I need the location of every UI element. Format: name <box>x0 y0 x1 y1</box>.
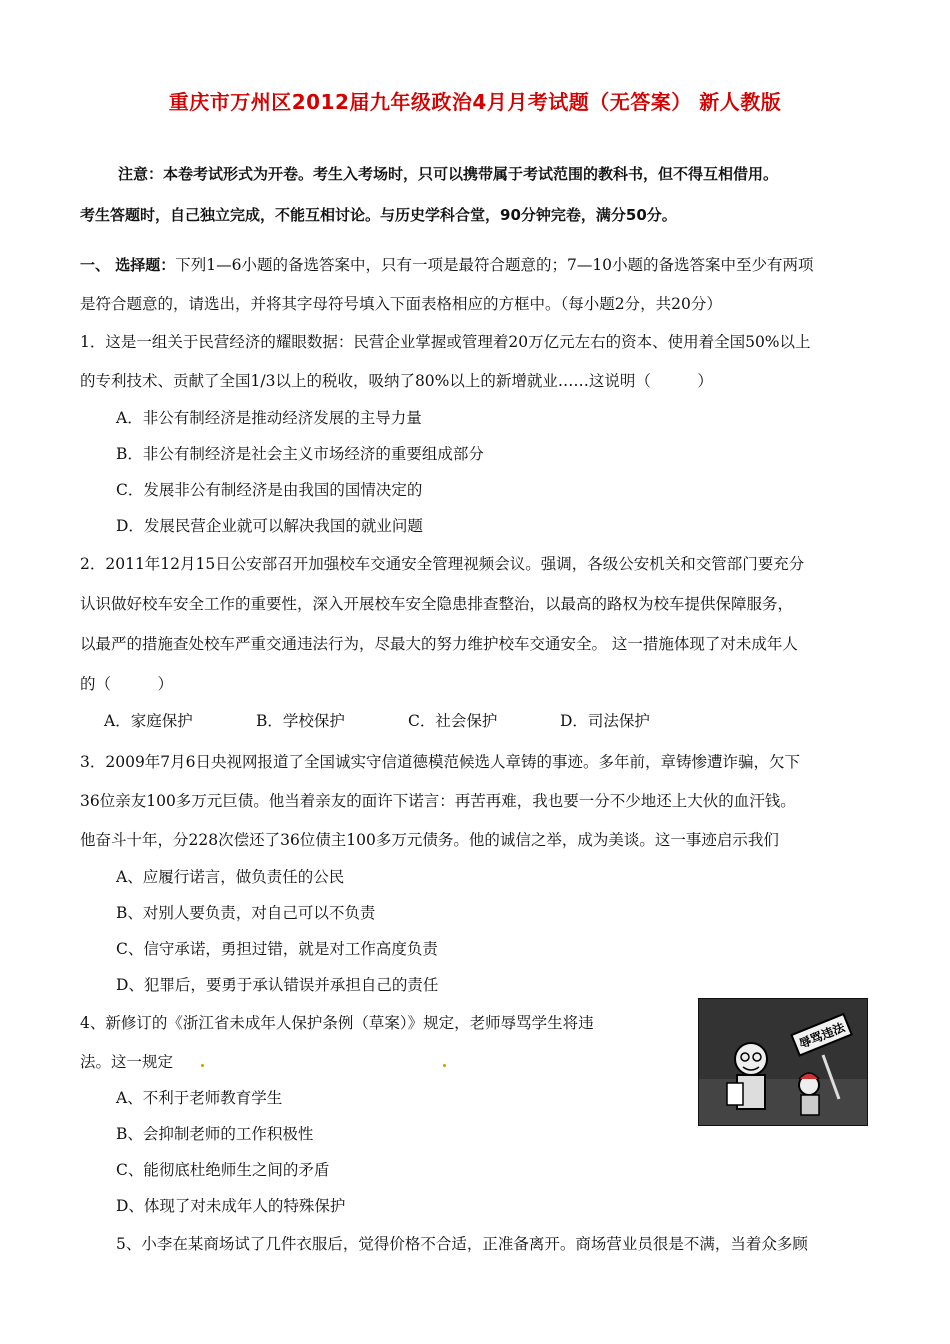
q3-option-c: C、信守承诺，勇担过错，就是对工作高度负责 <box>116 940 438 958</box>
q4-option-b: B、会抑制老师的工作积极性 <box>116 1125 314 1143</box>
q3-line-1: 3．2009年7月6日央视网报道了全国诚实守信道德模范候选人章铸的事迹。多年前，章铸惨遭诈骗，欠下 <box>80 753 801 771</box>
section-1-line-1: 下列1—6小题的备选答案中，只有一项是最符合题意的；7—10小题的备选答案中至少有两项 <box>175 256 814 274</box>
q4-line-2: 法。这一规定 <box>80 1053 174 1071</box>
cartoon-illustration <box>698 998 868 1126</box>
q4-option-d: D、体现了对未成年人的特殊保护 <box>116 1197 346 1215</box>
q4-option-c: C、能彻底杜绝师生之间的矛盾 <box>116 1161 330 1179</box>
notice-line-2: 考生答题时，自己独立完成，不能互相讨论。与历史学科合堂，90分钟完卷，满分50分。 <box>80 206 677 224</box>
q3-option-b: B、对别人要负责，对自己可以不负责 <box>116 904 376 922</box>
q1-line-2: 的专利技术、贡献了全国1/3以上的税收，吸纳了80%以上的新增就业……这说明（ ） <box>80 372 713 390</box>
stray-mark <box>443 1064 446 1067</box>
q4-option-a: A、不利于老师教育学生 <box>116 1089 283 1107</box>
stray-mark <box>201 1064 204 1067</box>
q2-option-a: A．家庭保护 <box>104 712 193 730</box>
q3-line-3: 他奋斗十年，分228次偿还了36位债主100多万元债务。他的诚信之举，成为美谈。这一事迹启示我们 <box>80 831 779 849</box>
q2-option-b: B．学校保护 <box>256 712 345 730</box>
q5-line-1: 5、小李在某商场试了几件衣服后，觉得价格不合适，正准备离开。商场营业员很是不满，当着众多顾 <box>116 1235 808 1253</box>
q2-option-d: D．司法保护 <box>560 712 650 730</box>
q2-line-2: 认识做好校车安全工作的重要性，深入开展校车安全隐患排查整治，以最高的路权为校车提供保障服务， <box>80 595 794 613</box>
q4-line-1: 4、新修订的《浙江省未成年人保护条例（草案）》规定，老师辱骂学生将违 <box>80 1014 594 1032</box>
q2-line-3: 以最严的措施查处校车严重交通违法行为，尽最大的努力维护校车交通安全。 这一措施体现了对未成年人 <box>80 635 798 653</box>
q3-option-d: D、犯罪后，要勇于承认错误并承担自己的责任 <box>116 976 439 994</box>
q2-line-1: 2．2011年12月15日公安部召开加强校车交通安全管理视频会议。强调，各级公安机关和交管部门要充分 <box>80 555 805 573</box>
q1-option-d: D．发展民营企业就可以解决我国的就业问题 <box>116 517 423 535</box>
notice-line-1: 注意：本卷考试形式为开卷。考生入考场时，只可以携带属于考试范围的教科书，但不得互相借用。 <box>118 165 779 183</box>
section-1-heading: 一、 选择题： <box>80 256 176 274</box>
q3-option-a: A、应履行诺言，做负责任的公民 <box>116 868 345 886</box>
q2-options <box>104 710 650 732</box>
q2-line-4: 的（ ） <box>80 675 174 693</box>
q3-line-2: 36位亲友100多万元巨债。他当着亲友的面许下诺言：再苦再难，我也要一分不少地还上大伙的血汗钱。 <box>80 792 796 810</box>
sign-text: 辱骂违法 <box>797 1020 847 1052</box>
q1-option-b: B．非公有制经济是社会主义市场经济的重要组成部分 <box>116 445 484 463</box>
q1-line-1: 1．这是一组关于民营经济的耀眼数据：民营企业掌握或管理着20万亿元左右的资本、使用着全国50%以上 <box>80 333 811 351</box>
section-1-intro <box>80 254 814 276</box>
q2-option-c: C．社会保护 <box>408 712 498 730</box>
q1-option-c: C．发展非公有制经济是由我国的国情决定的 <box>116 481 423 499</box>
section-1-line-2: 是符合题意的，请选出，并将其字母符号填入下面表格相应的方框中。（每小题2分，共20分） <box>80 295 722 313</box>
page-title: 重庆市万州区2012届九年级政治4月月考试题（无答案） 新人教版 <box>168 90 782 114</box>
q1-option-a: A．非公有制经济是推动经济发展的主导力量 <box>116 409 422 427</box>
